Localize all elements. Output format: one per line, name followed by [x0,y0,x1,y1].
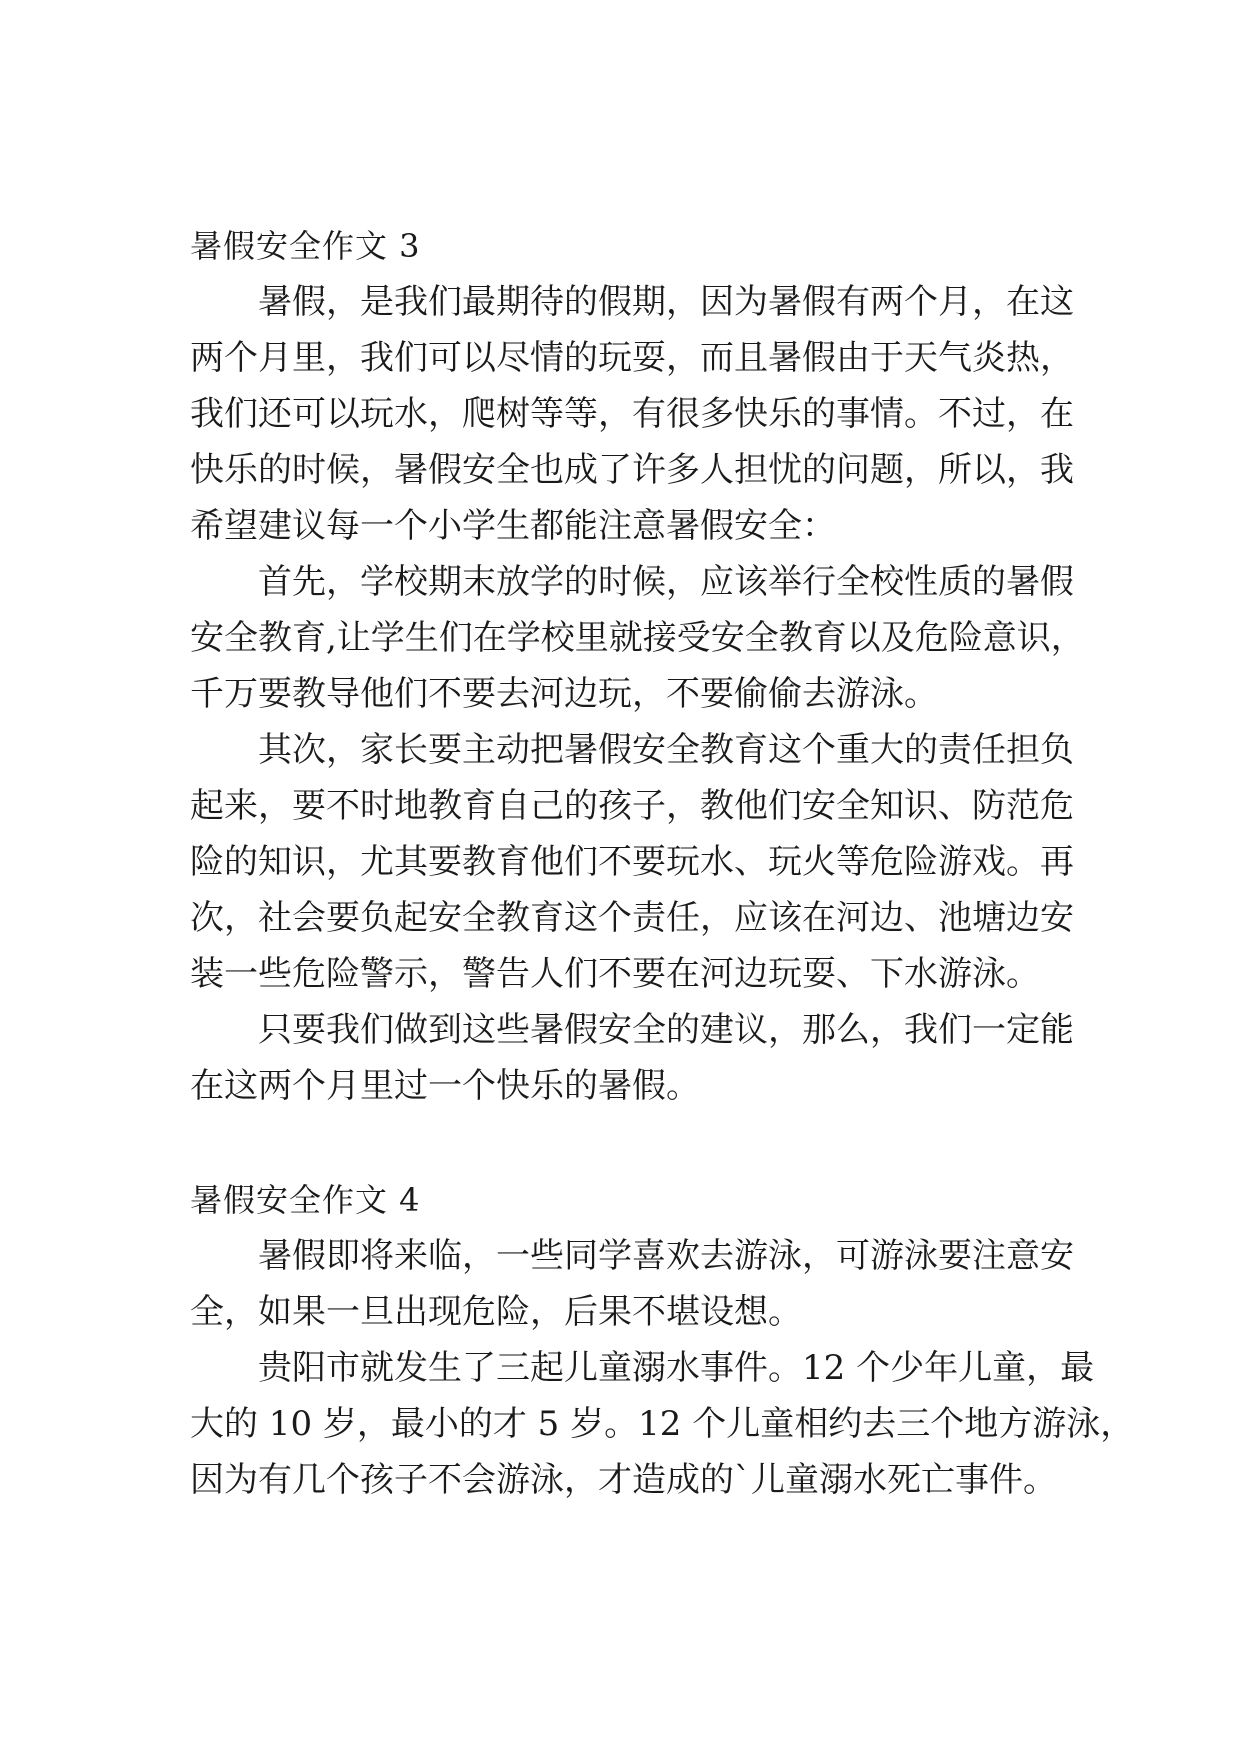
paragraph [190,722,1074,1002]
paragraph [190,1340,1135,1508]
text-line: 全，如果一旦出现危险，后果不堪设想。 [190,1292,802,1332]
text-line: 暑假，是我们最期待的假期，因为暑假有两个月，在这 [258,282,1074,322]
section-title: 暑假安全作文 3 [190,227,421,265]
paragraph [190,1228,1074,1340]
text-line: 险的知识，尤其要教育他们不要玩水、玩火等危险游戏。再 [190,842,1074,882]
text-line: 暑假即将来临，一些同学喜欢去游泳，可游泳要注意安 [258,1236,1074,1276]
text-line: 装一些危险警示，警告人们不要在河边玩耍、下水游泳。 [190,954,1040,994]
paragraph [190,1002,1074,1114]
text-line: 其次，家长要主动把暑假安全教育这个重大的责任担负 [258,730,1074,770]
text-line: 快乐的时候，暑假安全也成了许多人担忧的问题，所以，我 [190,450,1074,490]
paragraph [190,554,1085,722]
text-line: 两个月里，我们可以尽情的玩耍，而且暑假由于天气炎热， [190,338,1074,378]
text-line: 在这两个月里过一个快乐的暑假。 [190,1066,700,1106]
essay-section-4 [190,1172,1135,1508]
essay-section-3 [190,218,1085,1114]
section-title: 暑假安全作文 4 [190,1181,421,1219]
document-body [190,218,1135,1508]
text-line: 首先，学校期末放学的时候，应该举行全校性质的暑假 [258,562,1074,602]
text-line: 我们还可以玩水，爬树等等，有很多快乐的事情。不过，在 [190,394,1074,434]
text-line: 贵阳市就发生了三起儿童溺水事件。12 个少年儿童，最 [258,1348,1095,1388]
text-line: 大的 10 岁，最小的才 5 岁。12 个儿童相约去三个地方游泳， [190,1404,1135,1444]
text-line: 次，社会要负起安全教育这个责任，应该在河边、池塘边安 [190,898,1074,938]
section-spacer [190,1114,1058,1172]
text-line: 只要我们做到这些暑假安全的建议，那么，我们一定能 [258,1010,1074,1050]
text-line: 千万要教导他们不要去河边玩，不要偷偷去游泳。 [190,674,938,714]
text-line: 安全教育,让学生们在学校里就接受安全教育以及危险意识， [190,618,1085,658]
text-line: 起来，要不时地教育自己的孩子，教他们安全知识、防范危 [190,786,1074,826]
text-line: 希望建议每一个小学生都能注意暑假安全： [190,506,836,546]
paragraph [190,274,1074,554]
text-line: 因为有几个孩子不会游泳，才造成的`儿童溺水死亡事件。 [190,1460,1057,1500]
